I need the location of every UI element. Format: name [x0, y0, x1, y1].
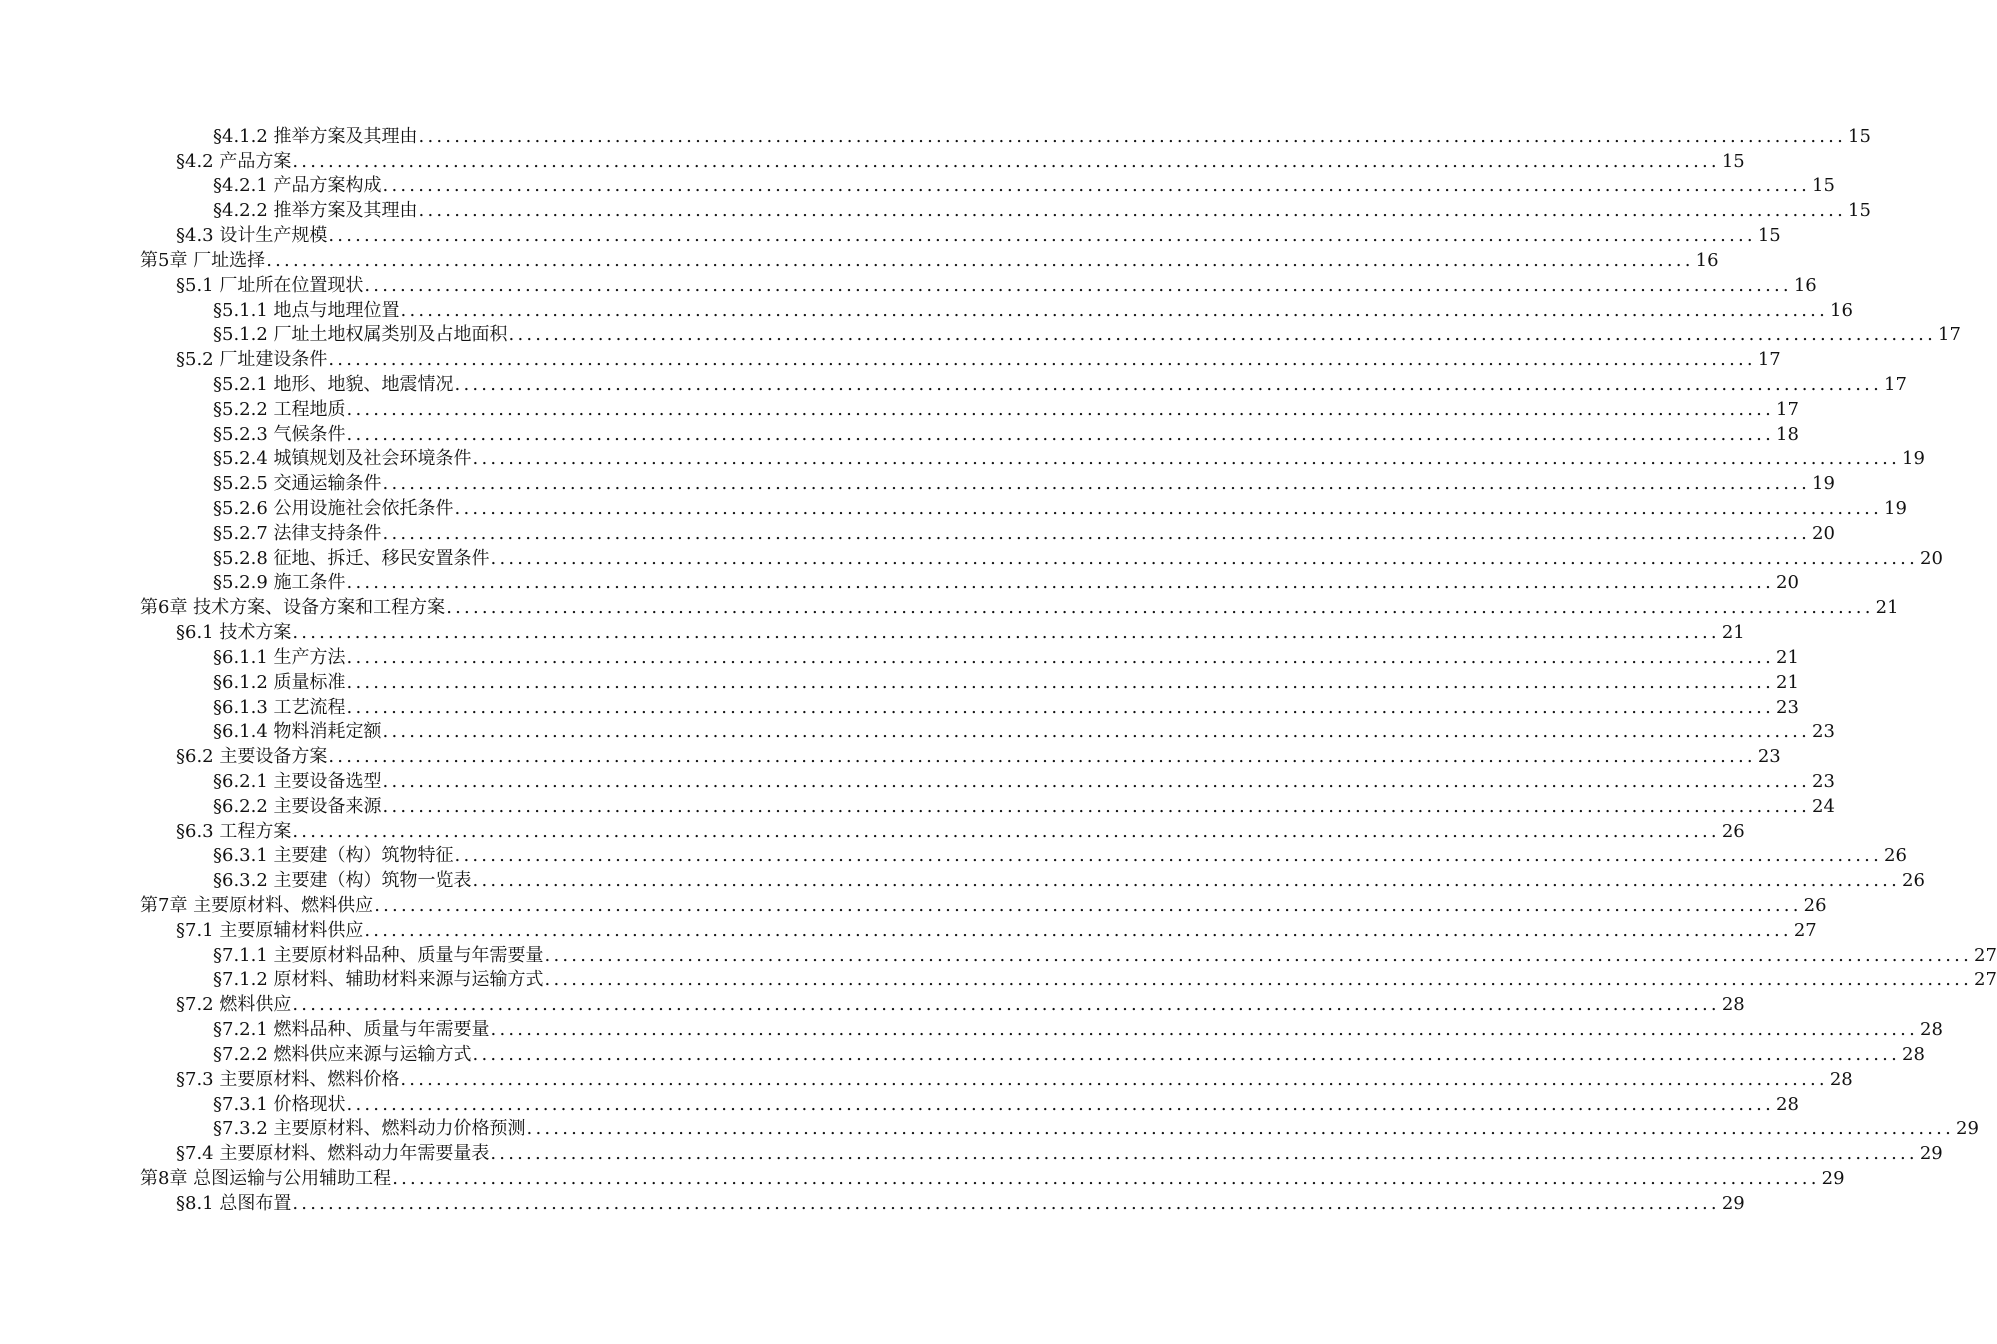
toc-entry[interactable]: [140, 1017, 1943, 1042]
toc-leader-dots: ................................................................................................................................................................: [472, 1043, 1900, 1065]
toc-entry-title: §6.3.2 主要建（构）筑物一览表: [213, 870, 472, 892]
toc-entry-page-number: 28: [1721, 994, 1745, 1016]
toc-leader-dots: ................................................................................................................................................................: [328, 225, 1756, 247]
toc-entry[interactable]: [140, 1191, 1745, 1216]
toc-leader-dots: ................................................................................................................................................................: [472, 870, 1900, 892]
toc-entry-title: 第6章 技术方案、设备方案和工程方案: [140, 597, 446, 619]
toc-leader-dots: ................................................................................................................................................................: [446, 597, 1874, 619]
toc-entry-page-number: 29: [1821, 1167, 1845, 1189]
toc-entry-title: §7.2.1 燃料品种、质量与年需要量: [213, 1019, 490, 1041]
toc-entry[interactable]: [140, 1141, 1943, 1166]
toc-leader-dots: ................................................................................................................................................................: [346, 572, 1774, 594]
toc-entry[interactable]: [140, 323, 1961, 348]
toc-entry-page-number: 28: [1776, 1093, 1799, 1115]
toc-entry-title: §7.1.2 原材料、辅助材料来源与运输方式: [213, 969, 544, 991]
toc-entry-page-number: 21: [1776, 646, 1799, 668]
toc-entry[interactable]: [140, 198, 1871, 223]
toc-entry-page-number: 29: [1919, 1143, 1943, 1165]
toc-entry[interactable]: [140, 968, 1997, 993]
toc-leader-dots: ................................................................................................................................................................: [292, 820, 1720, 842]
toc-entry[interactable]: [140, 1117, 1979, 1142]
toc-entry[interactable]: [140, 372, 1907, 397]
toc-entry[interactable]: [140, 992, 1745, 1017]
toc-entry[interactable]: [140, 744, 1781, 769]
toc-entry-page-number: 23: [1812, 770, 1835, 792]
toc-entry[interactable]: [140, 670, 1799, 695]
toc-leader-dots: ................................................................................................................................................................: [292, 994, 1720, 1016]
toc-entry-title: §4.3 设计生产规模: [176, 225, 328, 247]
toc-entry-title: §5.1.2 厂址土地权属类别及占地面积: [213, 324, 508, 346]
toc-entry-page-number: 26: [1803, 895, 1827, 916]
toc-entry-page-number: 19: [1884, 498, 1907, 519]
toc-leader-dots: ................................................................................................................................................................: [382, 522, 1810, 544]
toc-entry[interactable]: [140, 695, 1799, 720]
toc-entry-title: §5.2.4 城镇规划及社会环境条件: [213, 448, 472, 470]
toc-entry-title: §7.2 燃料供应: [176, 994, 292, 1016]
toc-leader-dots: ................................................................................................................................................................: [382, 770, 1810, 792]
toc-leader-dots: ................................................................................................................................................................: [392, 1167, 1820, 1189]
toc-entry-page-number: 17: [1884, 373, 1907, 395]
toc-leader-dots: ................................................................................................................................................................: [382, 721, 1810, 743]
toc-entry-page-number: 29: [1956, 1118, 1979, 1140]
toc-entry[interactable]: [140, 844, 1907, 869]
toc-entry-title: §6.3.1 主要建（构）筑物特征: [213, 845, 454, 867]
toc-entry-page-number: 29: [1721, 1192, 1745, 1214]
toc-entry[interactable]: [140, 893, 1827, 918]
toc-entry-page-number: 27: [1793, 919, 1817, 941]
toc-leader-dots: ................................................................................................................................................................: [490, 1019, 1918, 1041]
toc-leader-dots: ................................................................................................................................................................: [400, 299, 1828, 321]
toc-entry[interactable]: [140, 1067, 1853, 1092]
table-of-contents: [140, 124, 1997, 1216]
toc-entry-page-number: 19: [1812, 473, 1835, 495]
toc-entry-title: §5.2.9 施工条件: [213, 572, 346, 594]
toc-entry-page-number: 17: [1776, 398, 1799, 420]
toc-entry-title: §4.2.1 产品方案构成: [213, 175, 382, 197]
toc-entry-page-number: 16: [1830, 299, 1853, 321]
toc-entry[interactable]: [140, 223, 1781, 248]
toc-entry-title: §5.2.1 地形、地貌、地震情况: [213, 373, 454, 395]
toc-entry[interactable]: [140, 769, 1835, 794]
toc-entry-title: §4.2.2 推举方案及其理由: [213, 200, 418, 222]
toc-leader-dots: ................................................................................................................................................................: [292, 622, 1720, 644]
toc-entry-page-number: 21: [1721, 622, 1745, 644]
toc-entry-title: §6.1.4 物料消耗定额: [213, 721, 382, 743]
toc-leader-dots: ................................................................................................................................................................: [382, 175, 1810, 197]
toc-entry-title: §5.2.6 公用设施社会依托条件: [213, 498, 454, 519]
toc-entry[interactable]: [140, 447, 1925, 472]
toc-leader-dots: ................................................................................................................................................................: [418, 125, 1846, 147]
toc-entry-page-number: 23: [1776, 696, 1799, 718]
toc-entry[interactable]: [140, 819, 1745, 844]
toc-leader-dots: ................................................................................................................................................................: [292, 1192, 1720, 1214]
toc-entry-page-number: 28: [1920, 1019, 1943, 1041]
toc-leader-dots: ................................................................................................................................................................: [346, 1093, 1774, 1115]
toc-entry-title: §6.2.1 主要设备选型: [213, 770, 382, 792]
toc-leader-dots: ................................................................................................................................................................: [364, 919, 1792, 941]
toc-entry-title: §4.1.2 推举方案及其理由: [213, 125, 418, 147]
toc-entry-page-number: 16: [1695, 249, 1719, 271]
toc-entry-page-number: 23: [1757, 746, 1781, 768]
toc-entry[interactable]: [140, 347, 1781, 372]
toc-leader-dots: ................................................................................................................................................................: [328, 746, 1756, 768]
toc-leader-dots: ................................................................................................................................................................: [526, 1118, 1954, 1140]
toc-entry-page-number: 26: [1884, 845, 1907, 867]
toc-leader-dots: ................................................................................................................................................................: [382, 795, 1810, 817]
toc-entry-title: §7.1 主要原辅材料供应: [176, 919, 364, 941]
toc-entry-page-number: 20: [1920, 547, 1943, 569]
toc-entry-page-number: 27: [1974, 969, 1997, 991]
toc-entry-title: §7.4 主要原材料、燃料动力年需要量表: [176, 1143, 490, 1165]
toc-entry-title: §6.1 技术方案: [176, 622, 292, 644]
toc-entry[interactable]: [140, 149, 1745, 174]
toc-entry-title: 第5章 厂址选择: [140, 249, 266, 271]
toc-entry-page-number: 27: [1974, 944, 1997, 966]
toc-entry-page-number: 16: [1793, 274, 1817, 296]
toc-leader-dots: ................................................................................................................................................................: [472, 448, 1900, 470]
toc-leader-dots: ................................................................................................................................................................: [328, 349, 1756, 371]
toc-leader-dots: ................................................................................................................................................................: [364, 274, 1792, 296]
toc-leader-dots: ................................................................................................................................................................: [346, 398, 1774, 420]
toc-entry[interactable]: [140, 571, 1799, 596]
toc-entry[interactable]: [140, 595, 1899, 620]
toc-entry-page-number: 28: [1829, 1068, 1853, 1090]
toc-entry-page-number: 20: [1776, 572, 1799, 594]
toc-entry[interactable]: [140, 174, 1835, 199]
toc-entry-page-number: 15: [1848, 200, 1871, 222]
toc-entry[interactable]: [140, 1042, 1925, 1067]
toc-entry-page-number: 18: [1776, 423, 1799, 445]
toc-entry-title: §5.2.7 法律支持条件: [213, 522, 382, 544]
toc-entry-page-number: 17: [1938, 324, 1961, 346]
toc-entry-title: §5.1 厂址所在位置现状: [176, 274, 364, 296]
toc-entry[interactable]: [140, 298, 1853, 323]
toc-entry-page-number: 26: [1902, 870, 1925, 892]
toc-entry[interactable]: [140, 720, 1835, 745]
toc-entry-title: §6.1.2 质量标准: [213, 671, 346, 693]
toc-leader-dots: ................................................................................................................................................................: [382, 473, 1810, 495]
toc-leader-dots: ................................................................................................................................................................: [454, 373, 1882, 395]
toc-leader-dots: ................................................................................................................................................................: [418, 200, 1846, 222]
toc-entry[interactable]: [140, 273, 1817, 298]
toc-entry[interactable]: [140, 124, 1871, 149]
toc-entry-page-number: 21: [1875, 597, 1899, 619]
toc-entry[interactable]: [140, 1166, 1845, 1191]
toc-entry[interactable]: [140, 794, 1835, 819]
toc-entry-page-number: 21: [1776, 671, 1799, 693]
toc-entry-title: §5.2.5 交通运输条件: [213, 473, 382, 495]
toc-entry-title: §7.3.1 价格现状: [213, 1093, 346, 1115]
toc-entry[interactable]: [140, 546, 1943, 571]
toc-leader-dots: ................................................................................................................................................................: [374, 895, 1802, 916]
toc-leader-dots: ................................................................................................................................................................: [544, 944, 1972, 966]
toc-entry-page-number: 28: [1902, 1043, 1925, 1065]
toc-entry[interactable]: [140, 471, 1835, 496]
toc-entry-page-number: 17: [1757, 349, 1781, 371]
toc-entry-page-number: 15: [1812, 175, 1835, 197]
toc-entry[interactable]: [140, 397, 1799, 422]
toc-leader-dots: ................................................................................................................................................................: [346, 671, 1774, 693]
toc-entry-page-number: 24: [1812, 795, 1835, 817]
toc-leader-dots: ................................................................................................................................................................: [490, 1143, 1918, 1165]
toc-entry[interactable]: [140, 943, 1997, 968]
toc-entry-page-number: 15: [1848, 125, 1871, 147]
toc-entry-page-number: 23: [1812, 721, 1835, 743]
toc-entry-title: 第8章 总图运输与公用辅助工程: [140, 1167, 392, 1189]
toc-leader-dots: ................................................................................................................................................................: [508, 324, 1936, 346]
toc-leader-dots: ................................................................................................................................................................: [454, 498, 1882, 519]
toc-leader-dots: ................................................................................................................................................................: [490, 547, 1918, 569]
toc-entry-page-number: 26: [1721, 820, 1745, 842]
toc-entry-title: 第7章 主要原材料、燃料供应: [140, 895, 374, 916]
toc-leader-dots: ................................................................................................................................................................: [544, 969, 1972, 991]
toc-entry-page-number: 19: [1902, 448, 1925, 470]
toc-entry-title: §7.3 主要原材料、燃料价格: [176, 1068, 400, 1090]
toc-entry-title: §4.2 产品方案: [176, 150, 292, 172]
toc-entry-title: §5.2 厂址建设条件: [176, 349, 328, 371]
toc-entry-title: §6.1.1 生产方法: [213, 646, 346, 668]
toc-entry-page-number: 15: [1757, 225, 1781, 247]
toc-entry[interactable]: [140, 496, 1907, 521]
toc-entry-title: §8.1 总图布置: [176, 1192, 292, 1214]
toc-entry-title: §5.2.2 工程地质: [213, 398, 346, 420]
toc-entry-title: §5.2.8 征地、拆迁、移民安置条件: [213, 547, 490, 569]
toc-entry[interactable]: [140, 248, 1719, 273]
toc-leader-dots: ................................................................................................................................................................: [346, 696, 1774, 718]
toc-entry-title: §7.2.2 燃料供应来源与运输方式: [213, 1043, 472, 1065]
toc-entry[interactable]: [140, 422, 1799, 447]
toc-entry-title: §6.3 工程方案: [176, 820, 292, 842]
toc-leader-dots: ................................................................................................................................................................: [346, 646, 1774, 668]
toc-entry-title: §5.2.3 气候条件: [213, 423, 346, 445]
toc-entry[interactable]: [140, 620, 1745, 645]
toc-entry-page-number: 15: [1721, 150, 1745, 172]
toc-entry-title: §6.2.2 主要设备来源: [213, 795, 382, 817]
toc-leader-dots: ................................................................................................................................................................: [400, 1068, 1828, 1090]
toc-entry[interactable]: [140, 645, 1799, 670]
toc-entry-title: §5.1.1 地点与地理位置: [213, 299, 400, 321]
toc-entry-title: §6.1.3 工艺流程: [213, 696, 346, 718]
toc-entry[interactable]: [140, 521, 1835, 546]
toc-entry[interactable]: [140, 868, 1925, 893]
toc-leader-dots: ................................................................................................................................................................: [346, 423, 1774, 445]
toc-leader-dots: ................................................................................................................................................................: [266, 249, 1694, 271]
toc-leader-dots: ................................................................................................................................................................: [292, 150, 1720, 172]
toc-entry-title: §7.3.2 主要原材料、燃料动力价格预测: [213, 1118, 526, 1140]
toc-entry[interactable]: [140, 1092, 1799, 1117]
toc-entry-title: §6.2 主要设备方案: [176, 746, 328, 768]
toc-entry[interactable]: [140, 918, 1817, 943]
toc-leader-dots: ................................................................................................................................................................: [454, 845, 1882, 867]
toc-entry-title: §7.1.1 主要原材料品种、质量与年需要量: [213, 944, 544, 966]
toc-entry-page-number: 20: [1812, 522, 1835, 544]
